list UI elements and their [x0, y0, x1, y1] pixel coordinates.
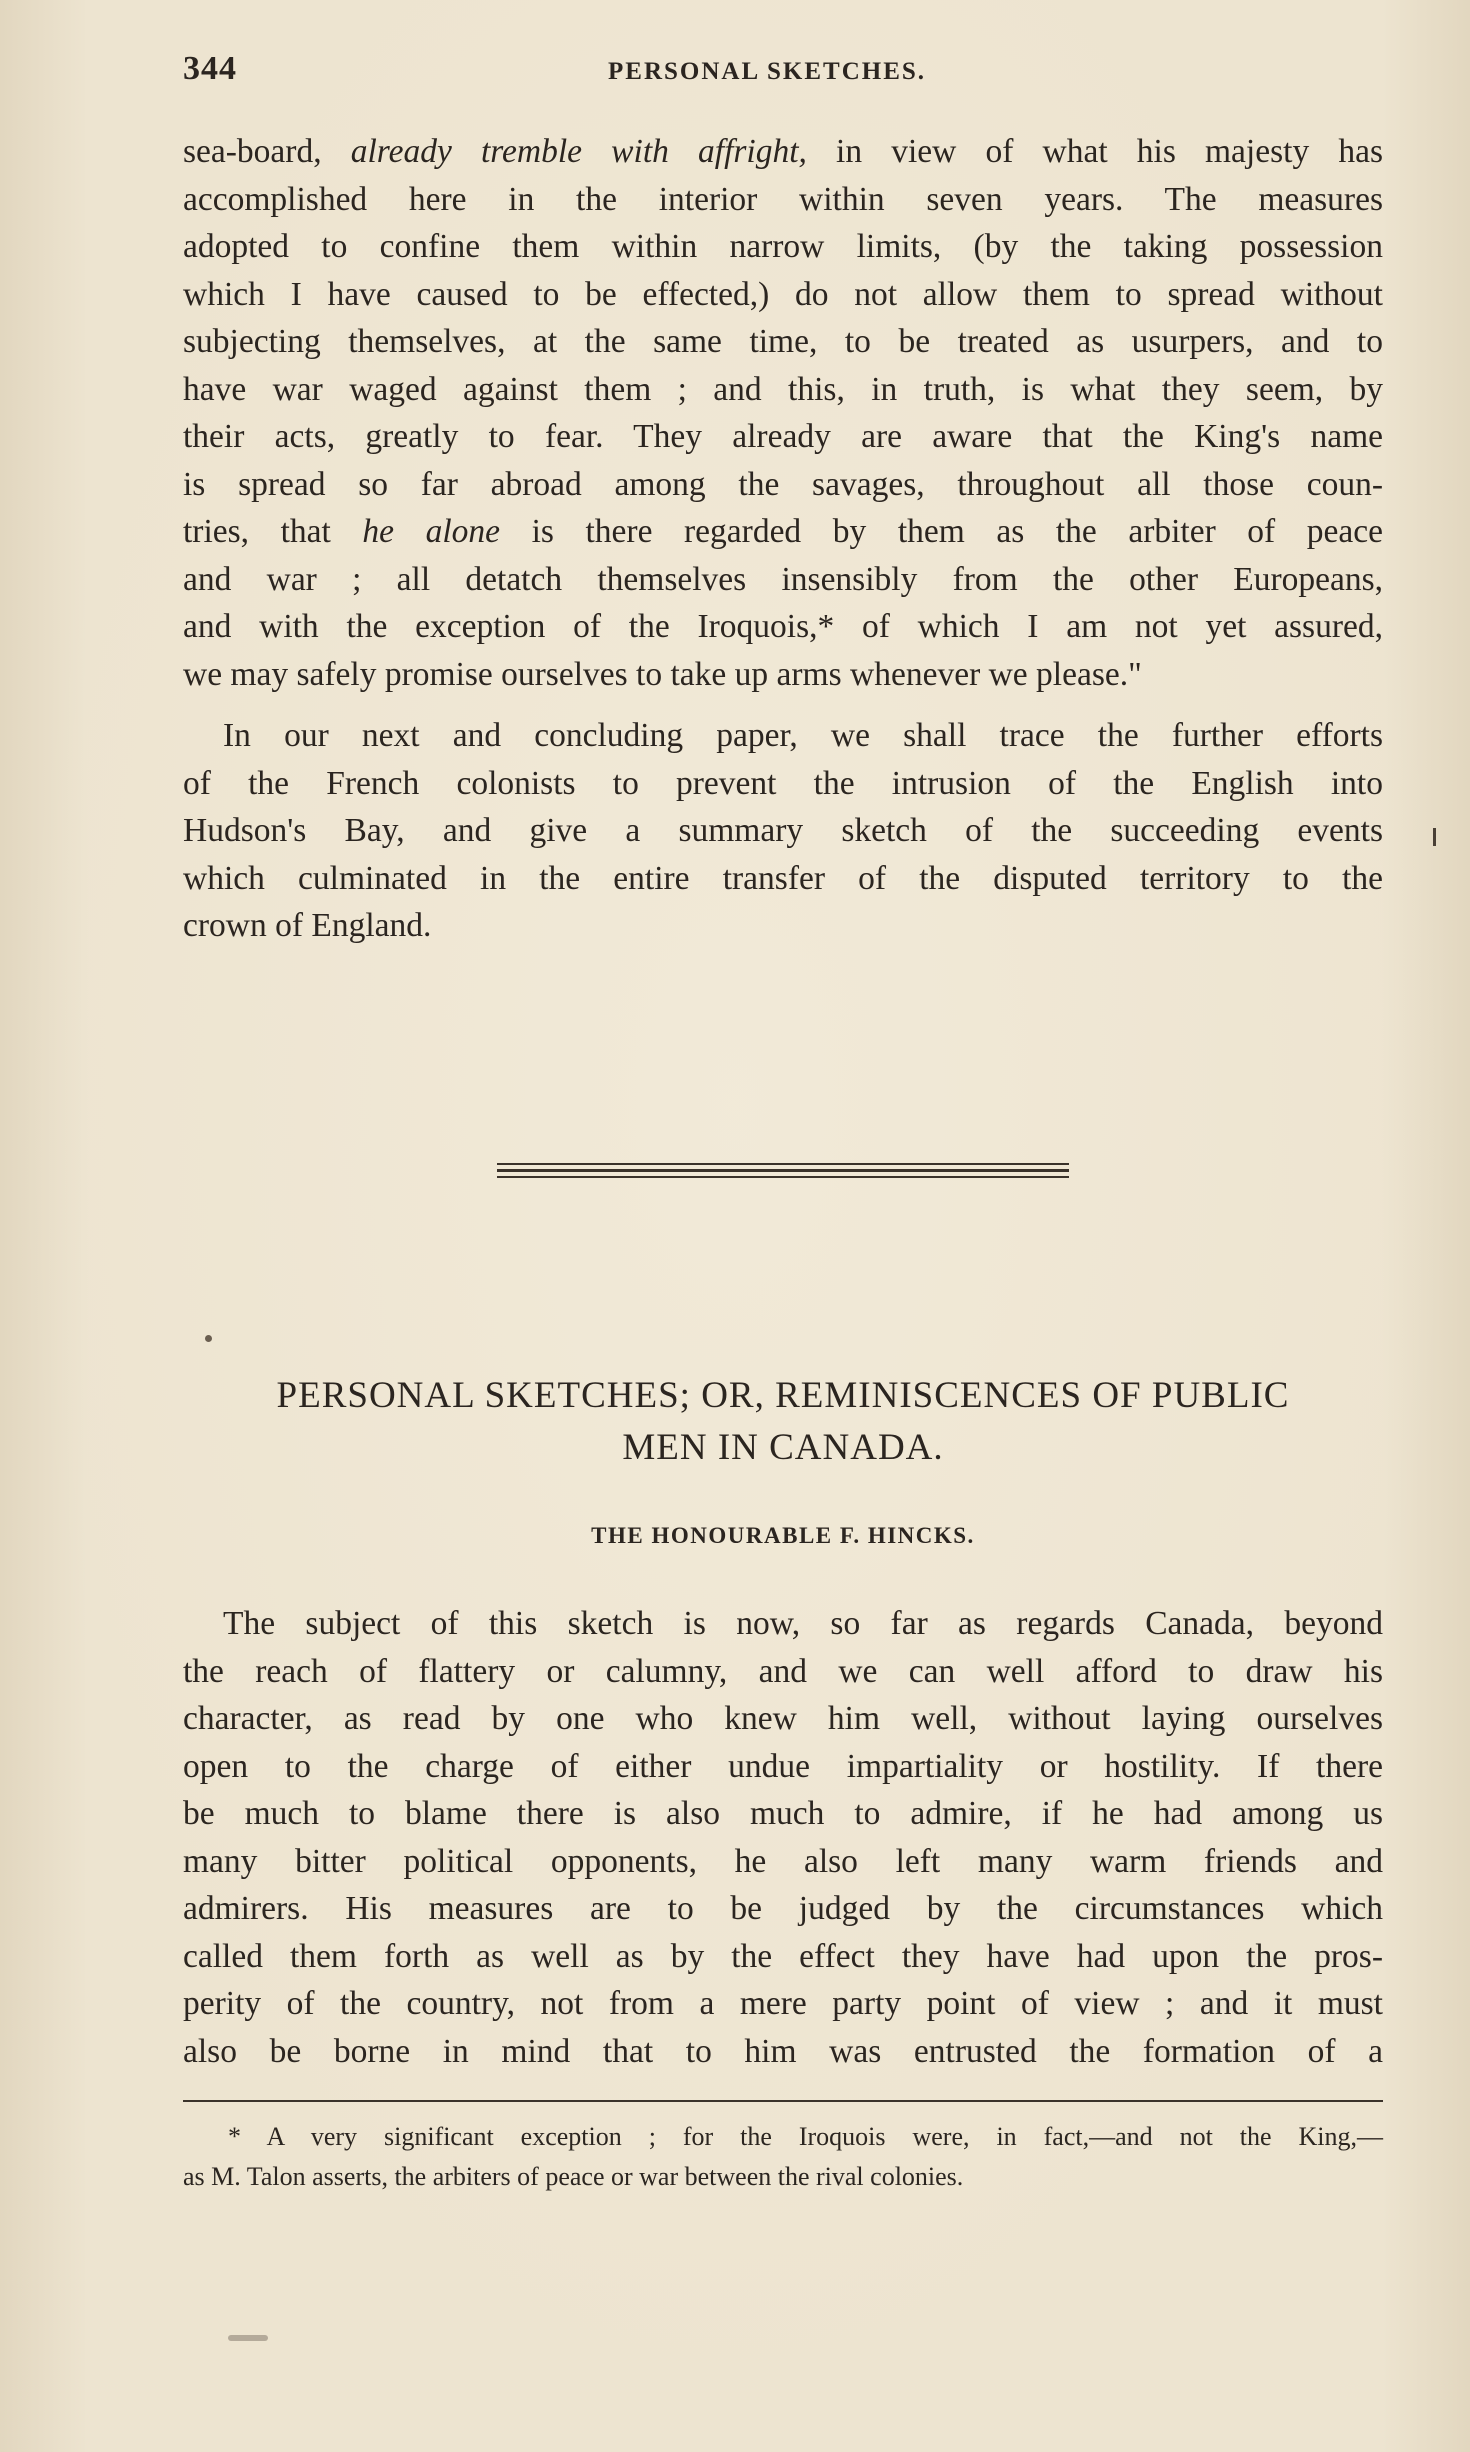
text-line: be much to blame there is also much to admire, if he had among us [183, 1795, 1383, 1832]
text-line: tries, that he alone is there regarded by them as the arbiter of peace [183, 513, 1383, 550]
margin-mark [1433, 828, 1436, 846]
ink-smudge [228, 2335, 268, 2341]
text-line: we may safely promise ourselves to take up arms whenever we please." [183, 655, 1142, 693]
text-line: accomplished here in the interior within seven years. The measures [183, 180, 1383, 218]
page-number: 344 [183, 50, 237, 87]
footnote-rule [183, 2100, 1383, 2102]
article-title-line: MEN IN CANADA. [622, 1427, 944, 1468]
article-title-line: PERSONAL SKETCHES; OR, REMINISCENCES OF PUBLIC [276, 1375, 1290, 1416]
text-line: admirers. His measures are to be judged by the circumstances which [183, 1890, 1383, 1927]
text-line: which I have caused to be effected,) do not allow them to spread without [183, 275, 1383, 313]
text-line: crown of England. [183, 907, 432, 944]
continuation-paragraph [183, 128, 1383, 698]
article-title [183, 1370, 1383, 1474]
text-line: The subject of this sketch is now, so far as regards Canada, beyond [223, 1605, 1383, 1642]
article-subheading: THE HONOURABLE F. HINCKS. [591, 1523, 975, 1548]
page-header [183, 50, 1383, 100]
text-line: perity of the country, not from a mere party point of view ; and it must [183, 1985, 1383, 2022]
text-line: have war waged against them ; and this, in truth, is what they seem, by [183, 370, 1383, 408]
text-line: and war ; all detatch themselves insensibly from the other Europeans, [183, 560, 1383, 598]
text-line: also be borne in mind that to him was entrusted the formation of a [183, 2032, 1383, 2070]
text-line: called them forth as well as by the effect they have had upon the pros- [183, 1937, 1383, 1975]
text-line: character, as read by one who knew him well, without laying ourselves [183, 1700, 1383, 1737]
text-line: many bitter political opponents, he also left many warm friends and [183, 1842, 1383, 1880]
text-line: Hudson's Bay, and give a summary sketch of the succeeding events [183, 812, 1383, 849]
text-line: is spread so far abroad among the savages, throughout all those coun- [183, 465, 1383, 503]
running-head: PERSONAL SKETCHES. [608, 58, 927, 85]
text-line: of the French colonists to prevent the intrusion of the English into [183, 764, 1383, 802]
footnote-line: as M. Talon asserts, the arbiters of peace or war between the rival colonies. [183, 2162, 964, 2191]
text-line: the reach of flattery or calumny, and we can well afford to draw his [183, 1652, 1383, 1690]
ink-speck [205, 1335, 212, 1342]
text-line: open to the charge of either undue impartiality or hostility. If there [183, 1747, 1383, 1785]
article-body [183, 1600, 1383, 2075]
text-line: In our next and concluding paper, we shall trace the further efforts [223, 717, 1383, 754]
text-line: their acts, greatly to fear. They already are aware that the King's name [183, 418, 1383, 455]
text-line: adopted to confine them within narrow limits, (by the taking possession [183, 228, 1383, 265]
text-line: sea-board, already tremble with affright, in view of what his majesty has [183, 133, 1383, 170]
text-line: which culminated in the entire transfer of the disputed territory to the [183, 859, 1383, 897]
section-divider-rule [497, 1163, 1069, 1179]
text-line: subjecting themselves, at the same time, to be treated as usurpers, and to [183, 323, 1383, 360]
text-line: and with the exception of the Iroquois,* of which I am not yet assured, [183, 608, 1383, 645]
footnote-line: * A very significant exception ; for the Iroquois were, in fact,—and not the King,— [228, 2122, 1383, 2151]
closing-paragraph [183, 712, 1383, 950]
footnote [183, 2117, 1383, 2197]
